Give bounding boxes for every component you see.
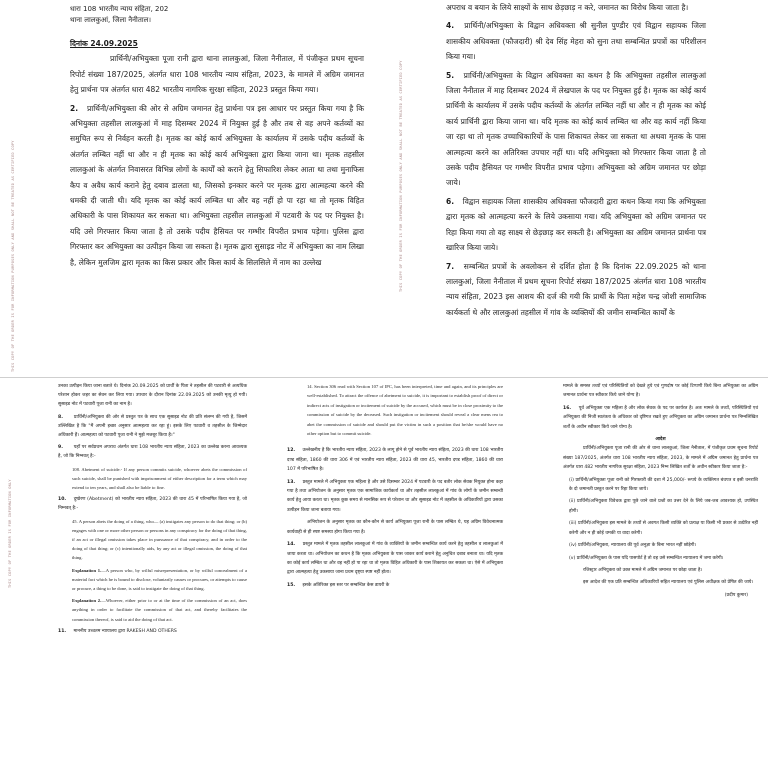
order-intro: प्रार्थिनी/अभियुक्ता पूजा रानी की ओर से थाना लालकुआं, जिला नैनीताल, में पंजीकृत प्रथम सूचना रिपोर्ट संख्या 187/2025, अंतर्गत धारा 108 भारतीय न्याय संहिता, 2023, के मामले में अग्रिम जमानत हेतु प्रार्थना पत्र अंतर्गत धारा 482 भारतीय नागरिक सुरक्षा संहिता, 2023 निम्न लिखित शर्तों के अधीन स्वीकार किया जाता है:- — [563, 446, 758, 471]
condition-iv: (iv) प्रार्थिनी/अभियुक्ता, न्यायालय की पूर्व अनुज्ञा के बिना भारत नहीं छोड़ेगी। — [569, 543, 697, 549]
paragraph-number: 4. — [446, 21, 455, 31]
top-paragraph: मामले के समस्त तथ्यों एवं परिस्थितियों को देखते हुये एवं गुणदोष पर कोई टिप्पणी किये बिना अभियुक्ता का अग्रिम जमानत प्रार्थना पत्र स्वीकार किये जाने योग्य है। — [563, 384, 758, 399]
paragraph-number: 5. — [446, 70, 455, 80]
paragraph-15 — [287, 581, 503, 590]
paragraph-4 — [446, 18, 706, 64]
date-heading: दिनांक 24.09.2025 — [70, 39, 138, 48]
watermark-text: THIS COPY OF THE ORDER IS FOR INFORMATION ONLY — [8, 479, 12, 588]
paragraph-number: 15. — [287, 582, 296, 588]
section-45-quote: 45. A person abets the doing of a thing, who— (a) instigates any person to do that thing; or (b) engages with one or more other person or persons in any conspiracy for the doing of that thing, if an act or illegal omission takes place in pursuance of that conspiracy, and in order to the doing of that thing; or (c) intentionally aids, by any act or illegal omission, the doing of that thing. — [72, 518, 247, 561]
paragraph-4-text: प्रार्थिनी/अभियुक्ता के विद्वान अधिवक्ता श्री सुनील पुण्डीर एवं विद्वान सहायक जिला शासकीय अधिवक्ता (फौजदारी) श्री देव सिंह मेहरा को सुना तथा सम्बन्धित प्रपत्रों का परिशीलन किया गया। — [446, 21, 706, 62]
paragraph-5-text: प्रार्थिनी/अभियुक्ता के विद्वान अधिवक्ता का कथन है कि अभियुक्ता तहसील लालकुआं जिला नैनीताल में माह दिसम्बर 2024 में लेखपाल के पद पर नियुक्त हुई है। मृतक का कोई कार्य प्रार्थिनी के कार्यालय में उसके पदीय कर्तव्यों के अंतर्गत लम्बित नहीं था और न ही मृतक का कोई कार्य प्रार्थिनी द्वारा किया जाना था। यदि मृतक का कोई कार्य लम्बित था और वह कार्य नहीं किया जा रहा था तो मृतक उच्चाधिकारियों के पास शिकायत लेकर जा सकता था अथवा मृतक के पास आत्महत्या करने का अतिरिक्त उपचार नहीं था। यदि अभियुक्ता को गिरफ्तार किया जाता है तो उसके पदीय हैसियत पर गम्भीर विपरीत प्रभाव पड़ेगा। अभियुक्ता को अग्रिम जमानत पर छोड़ा जाये। — [446, 70, 706, 188]
explanation-2-label: Explanation 2. — [72, 598, 102, 604]
watermark-text: THIS COPY OF THE ORDER IS FOR INFORMATION PURPOSES ONLY AND SHALL NOT BE TREATED AS CERTIFIED COPY — [399, 60, 403, 292]
explanation-2 — [58, 596, 247, 624]
paragraph-number: 16. — [563, 405, 572, 411]
paragraph-14-text: प्रस्तुत मामले में मृतक तहसील लालकुआं में गांव के व्यक्तियों के जमीन सम्बन्धित कार्य करने हेतु तहसील व लालकुआं में जाया करता था। अभियोजन का कथन है कि मृतक अभियुक्ता के पास जाकर कार्य कराने हेतु अनुचित दबाव बनाता था। यदि मृतक का कोई कार्य लम्बित था और वह नहीं हो पा रहा था तो मृतक विहित अधिकारी के पास शिकायत कर सकता था। ऐसे में अभियुक्ता द्वारा आत्महत्या हेतु उकसाया जाना प्रथम दृष्ट्या स्पष्ट नहीं होता। — [287, 542, 503, 576]
explanation-2-text: —Whoever, either prior to or at the time of the commission of an act, does anything in order to facilitate the commission of that act, and thereby facilitates the commission thereof, is said to aid the doing of that act. — [72, 598, 248, 622]
paragraph-number: 7. — [446, 261, 455, 271]
paragraph-6 — [446, 194, 706, 256]
tail-paragraph-2: इस आदेश की एक प्रति सम्बन्धित अधिकारियों सहित न्यायालय एवं पुलिस अधीक्षक को प्रेषित की जाये। — [583, 580, 754, 586]
paragraph-number: 12. — [287, 448, 296, 454]
paragraph-number: 6. — [446, 196, 455, 206]
paragraph-11 — [58, 627, 247, 636]
paragraph-number: 10. — [58, 497, 67, 503]
page-5 — [517, 378, 768, 768]
intro-paragraph: उनका उत्पीड़न किया जाना बताते थे। दिनांक 20.09.2025 को प्रार्थी के पिता ने तहसील की पटवारी से अत्यधिक परेशान होकर जहर का सेवन कर लिया गया। उपचार के दौरान दिनांक 22.09.2025 को उनकी मृत्यु हो गयी। सुसाइड नोट में पटवारी पूजा रानी का नाम है। — [58, 384, 247, 408]
tail-paragraph: रजिस्ट्रार अभियुक्ता को उक्त मामले में अग्रिम जमानत पर छोड़ा जाता है। — [583, 567, 703, 573]
paragraph-2-text: प्रार्थिनी/अभियुक्ता की ओर से अग्रिम जमानत हेतु प्रार्थना पत्र इस आधार पर प्रस्तुत किया गया है कि अभियुक्ता तहसील लालकुआं में माह दिसम्बर 2024 में नियुक्त हुई है और तब से वह अपने कर्तव्यों का समुचित रूप से निर्वहन करती है। मृतक का कोई कार्य अभियुक्ता के कार्यालय में उसके पदीय कर्तव्यों के अंतर्गत लम्बित नहीं था और न ही मृतक का कोई कार्य अभियुक्ता द्वारा किया जाना था। मृतक तहसील लालकुआं के अंतर्गत निवासरत विभिन्न लोगों के कार्यों को कराने हेतु सिफारिश लेकर आता था तथा मुनाफिस कैप व अवैध कार्य कराने हेतु दबाव डालता था, जिसको इनकार करने पर मृतक द्वारा आत्महत्या करने की धमकी दी जाती थी। यदि मृतक का कोई कार्य लम्बित था और वह नहीं हो पा रहा था तो मृतक विहित अधिकारी के पास शिकायत कर सकता था। अभियुक्ता तहसील लालकुआं में पटवारी के पद पर नियुक्त है। यदि उसे गिरफ्तार किया जाता है तो उसके पदीय हैसियत पर गम्भीर विपरीत प्रभाव पड़ेगा। पुलिस द्वारा गिरफ्तार कर अभियुक्ता का उत्पीड़न किया जा सकता है। मृतक द्वारा सुसाइड नोट में अभियुक्ता का नाम लिखा है, लेकिन मुलजिम द्वारा मृतक का किस प्रकार और किस कार्य के सिलसिले में नाम का उल्लेख — [70, 103, 364, 267]
paragraph-number: 14. — [287, 542, 296, 548]
paragraph-6-text: विद्वान सहायक जिला शासकीय अधिवक्ता फौजदारी द्वारा कथन किया गया कि अभियुक्ता द्वारा मृतक को आत्महत्या करने के लिये उकसाया गया। यदि अभियुक्ता को अग्रिम जमानत पर रिहा किया गया तो वह साक्ष्य से छेड़छाड़ कर सकती है। अभियुक्ता का अग्रिम जमानत प्रार्थना पत्र खारिज किया जाये। — [446, 196, 707, 253]
paragraph-2 — [70, 101, 364, 270]
top-line-1: धारा 108 भारतीय न्याय संहिता, 202 — [70, 5, 169, 13]
order-heading: आदेश — [655, 437, 666, 443]
paragraph-8 — [58, 413, 247, 441]
paragraph-16-text: पूर्व अभियुक्ता एक महिला है और लोक सेवक के पद पर कार्यरत है। अतः मामले के तथ्यों, परिस्थितियों एवं अभियुक्ता की निजी स्वतंत्रता के अधिकार को दृष्टिगत रखते हुए अभियुक्ता का अग्रिम जमानत प्रार्थना पत्र निम्नलिखित शर्तों के अधीन स्वीकार किये जाने योग्य है। — [563, 405, 758, 430]
paragraph-10-text: दुष्प्रेरण (Abetment) को भारतीय न्याय संहिता, 2023 की धारा 45 में परिभाषित किया गया है, जो निम्नवत् है:- — [58, 497, 247, 512]
paragraph-number: 13. — [287, 479, 296, 485]
paragraph-5 — [446, 68, 706, 191]
top-line-2: थाना लालकुआं, जिला नैनीताल। — [70, 16, 152, 24]
explanation-1-text: —A person who, by wilful misrepresentation, or by wilful concealment of a material fact which he is bound to disclose, voluntarily causes or procures, or attempts to cause or procure, a thing to be done, is said to instigate the doing of that thing. — [72, 567, 247, 592]
signature: (प्रदीप कुमार) — [724, 592, 748, 598]
paragraph-16 — [563, 404, 758, 432]
explanation-1 — [58, 566, 247, 594]
paragraph-number: 9. — [58, 445, 63, 451]
paragraph-13 — [287, 478, 503, 516]
paragraph-13b: अभियोजन के अनुसार मृतक का कौन-कौन से कार्य अभियुक्ता पूजा रानी के पास लम्बित थे, यह अग्रिम विवेचनात्मक कार्यवाही से ही स्पष्ट समस्या होगा किया गया है। — [287, 520, 503, 535]
paragraph-8-text: प्रार्थिनी/अभियुक्ता की ओर से प्रस्तुत पत्र के साथ एक सुसाइड नोट की प्रति संलग्न की गयी है, जिसमें उल्लिखित है कि "मैं अपनी इच्छा अनुसार आत्महत्या कर रहा हूं। इसके लिए पटवारी व तहसील के जिम्मेदार अधिकारी हैं। आत्महत्या को पटवारी पूजा रानी ने मुझे मजबूर किया है।" — [58, 414, 247, 439]
paragraph-12-text: उल्लेखनीय है कि भारतीय न्याय संहिता, 2023 के लागू होने से पूर्व भारतीय न्याय संहिता, 2023 की धारा 108 भारतीय दण्ड संहिता, 1860 की धारा 306 में एवं भारतीय न्याय संहिता, 2023 की धारा 45, भारतीय दण्ड संहिता, 1860 की धारा 107 में परिभाषित है। — [287, 448, 503, 473]
paragraph-14 — [287, 540, 503, 578]
condition-iii: (iii) प्रार्थिनी/अभियुक्ता इस मामले के तथ्यों से अवगत किसी व्यक्ति को प्रत्यक्ष या किसी भी प्रकार से उत्प्रेरित नहीं करेगी और न ही कोई धमकी या वादा करेगी। — [569, 521, 758, 536]
condition-ii: (ii) प्रार्थिनी/अभियुक्ता विवेचक द्वारा पूछे जाने वाले प्रश्नों का उत्तर देने के लिये जब-जब आवश्यक हो, उपस्थित होगी। — [569, 499, 758, 514]
condition-v: (v) प्रार्थिनी/अभियुक्ता के पास यदि पासपोर्ट है तो वह उसे सम्बन्धित न्यायालय में जमा करेगी। — [569, 555, 724, 561]
paragraph-13-text: प्रस्तुत मामले में अभियुक्ता एक महिला है और उसे दिसम्बर 2024 में पटवारी के पद बतौर लोक सेवक नियुक्त होना कहा गया है तथा अभियोजन के अनुसार मृतक एक सामाजिक कार्यकर्ता था और तहसील लालकुआं में गांव के लोगों के जमीन सम्बन्धी कार्य हेतु आया करता था। मृतक कुछ समय से मानसिक रूप से परेशान था और सुसाइड नोट में तहसील के अधिकारियों द्वारा उसका उत्पीड़न किया जाना बताया गया। — [287, 479, 503, 513]
judgment-quote: 14. Section 306 read with Section 107 of IPC, has been interpreted, time and again, and its principles are well-established. To attract the offence of abetment to suicide, it is important to establish proof of direct or indirect acts of instigation or incitement of suicide by the accused, which must be in close proximity to the commission of suicide by the deceased. Such instigation or incitement should reveal a clear mens rea to abet the commission of suicide and should put the victim in such a position that he/she would have no other option but to commit suicide. — [307, 384, 503, 437]
page-3 — [0, 378, 255, 768]
paragraph-9 — [58, 443, 247, 461]
paragraph-10 — [58, 495, 247, 513]
page-4 — [255, 378, 517, 768]
paragraph-1: प्रार्थिनी/अभियुक्ता पूजा रानी द्वारा थाना लालकुआं, जिला नैनीताल, में पंजीकृत प्रथम सूचना रिपोर्ट संख्या 187/2025, अंतर्गत धारा 108 भारतीय न्याय संहिता, 2023, के मामले में अग्रिम जमानत हेतु प्रार्थना पत्र अंतर्गत धारा 482 भारतीय नागरिक सुरक्षा संहिता, 2023 प्रस्तुत किया गया। — [70, 54, 364, 95]
paragraph-9-text: यहाँ पर सर्वप्रथम अपराध अंतर्गत धारा 108 भारतीय न्याय संहिता, 2023 का उल्लेख करना आवश्यक है, जो कि निम्नवत् है:- — [58, 445, 247, 460]
condition-i: (i) प्रार्थिनी/अभियुक्ता पूजा रानी को गिरफ्तारी की दशा में 25,000/- रूपये के व्यक्तिगत बंधपत्र व इसी धनराशि के दो जमानती प्रस्तुत करने पर रिहा किया जाये। — [569, 477, 758, 493]
paragraph-15-text: इसके अतिरिक्त इस स्तर पर सम्बन्धित केस डायरी के — [302, 582, 390, 588]
watermark-text: THIS COPY OF THE ORDER IS FOR INFORMATION PURPOSES ONLY AND SHALL NOT BE TREATED AS CERTIFIED COPY — [11, 140, 15, 372]
paragraph-7 — [446, 259, 706, 321]
page-1 — [0, 0, 386, 378]
paragraph-number: 2. — [70, 103, 79, 113]
paragraph-12 — [287, 446, 503, 474]
paragraph-11-text: माननीय उच्चतम न्यायालय द्वारा RAKESH AND OTHERS — [73, 628, 177, 634]
paragraph-number: 11. — [58, 628, 67, 634]
paragraph-number: 8. — [58, 414, 63, 420]
page-2 — [386, 0, 768, 378]
explanation-1-label: Explanation 1. — [72, 567, 102, 573]
top-line: अपराध व बयान के लिये साक्ष्यों के साथ छेड़छाड़ न करे, जमानत का विरोध किया जाता है। — [446, 3, 689, 12]
paragraph-7-text: सम्बन्धित प्रपत्रों के अवलोकन से दर्शित होता है कि दिनांक 22.09.2025 को थाना लालकुआं, जिला नैनीताल में प्रथम सूचना रिपोर्ट संख्या 187/2025 अंतर्गत धारा 108 भारतीय न्याय संहिता, 2023 इस आशय की दर्ज की गयी कि प्रार्थी के पिता महेश चन्द्र जोशी सामाजिक कार्यकर्ता थे और लालकुआं तहसील में गांव के व्यक्तियों की जमीन सम्बन्धित कार्यों के — [446, 261, 707, 317]
section-108-quote: 108. Abetment of suicide.- If any person commits suicide, whoever abets the commission of such suicide, shall be punished with imprisonment of either description for a term which may extend to ten years, and shall also be liable to fine. — [72, 466, 247, 491]
